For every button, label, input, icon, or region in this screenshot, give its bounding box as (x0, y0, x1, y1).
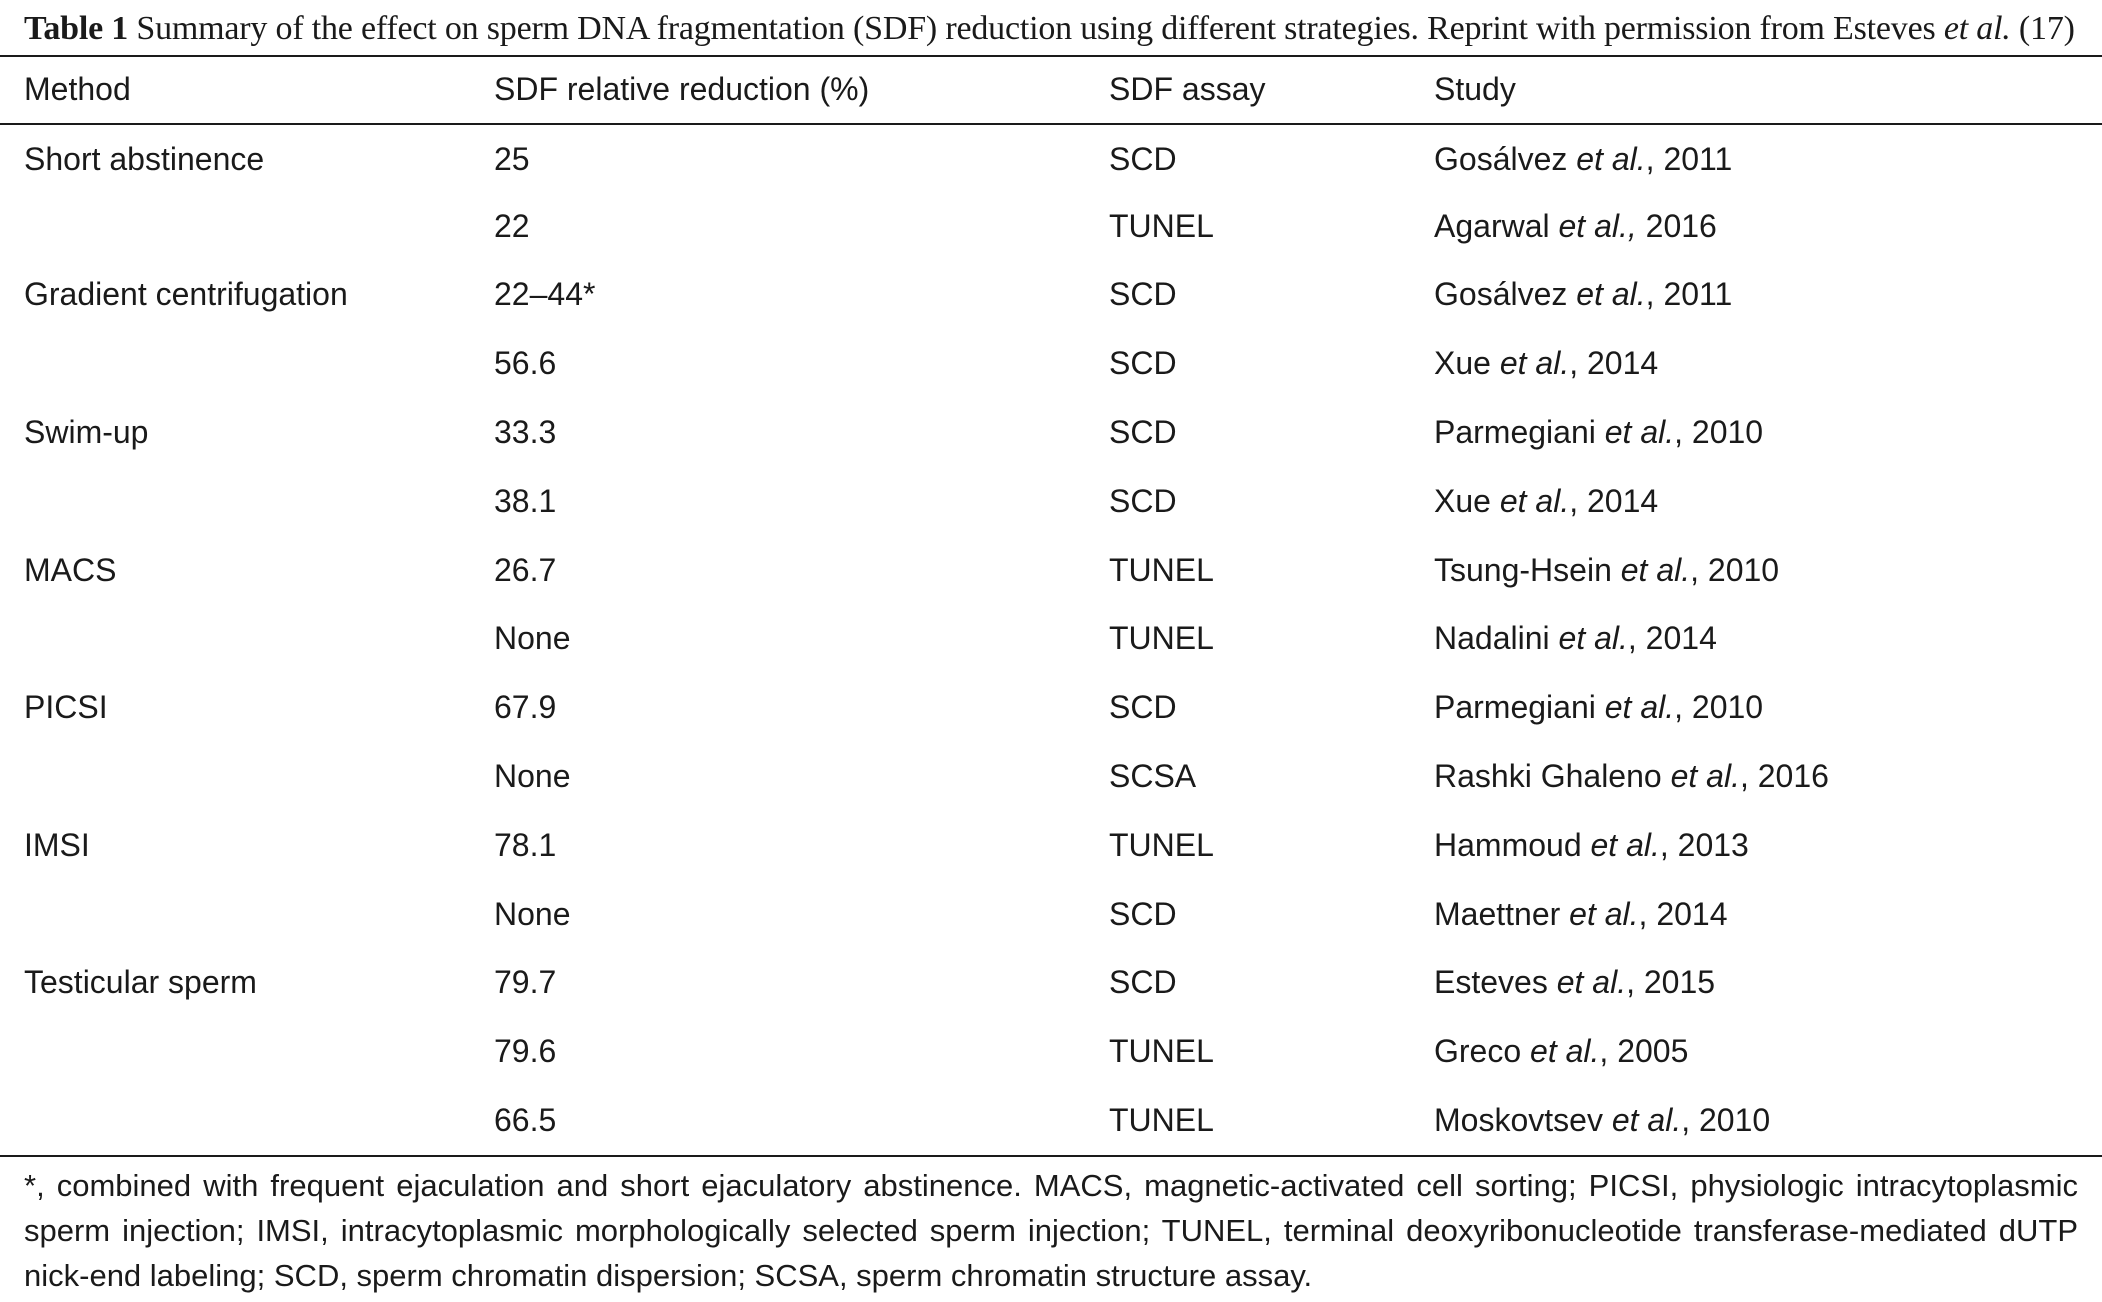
table-row (0, 1017, 2102, 1086)
cell-reduction: 56.6 (494, 345, 557, 382)
cell-study (1434, 192, 2102, 261)
cell-method (0, 467, 494, 536)
cell-assay: TUNEL (1109, 1102, 1214, 1139)
study-author: Nadalini (1434, 620, 1550, 657)
study-year: , 2010 (1674, 414, 1764, 451)
cell-reduction: 25 (494, 140, 530, 177)
study-etal: et al. (1556, 964, 1627, 1001)
study-author: Hammoud (1434, 826, 1582, 863)
cell-reduction: None (494, 620, 571, 657)
study-year: , 2014 (1638, 895, 1728, 932)
table-row (0, 536, 2102, 605)
study-etal: et al. (1499, 482, 1570, 519)
study-year: , 2010 (1674, 689, 1764, 726)
cell-assay: TUNEL (1109, 1033, 1214, 1070)
table-row (0, 880, 2102, 949)
cell-study (1434, 123, 2102, 192)
study-year: , 2014 (1569, 345, 1659, 382)
cell-assay: SCD (1109, 482, 1177, 519)
cell-method: Short abstinence (24, 140, 265, 177)
cell-reduction: 22–44* (494, 276, 596, 313)
cell-reduction: None (494, 758, 571, 795)
cell-method (0, 329, 494, 398)
study-etal: et al. (1569, 895, 1639, 932)
table-row (0, 329, 2102, 398)
table-row (0, 192, 2102, 261)
cell-study (1434, 949, 2102, 1018)
study-author: Parmegiani (1434, 414, 1596, 451)
study-year: , 2013 (1659, 826, 1749, 863)
cell-study (1434, 605, 2102, 674)
cell-method (0, 605, 494, 674)
study-etal: et al. (1604, 689, 1675, 726)
table-footnote: *, combined with frequent ejaculation and short ejaculatory abstinence. MACS, magnetic-activated cell sorting; PICSI, physiologic intracytoplasmic sperm injection; IMSI, intracytoplasmic morphologically selected sperm injection; TUNEL, terminal deoxyribonucleotide transferase-mediated dUTP nick-end labeling; SCD, sperm chromatin dispersion; SCSA, sperm chromatin structure assay. (24, 1168, 2078, 1293)
study-year: , 2015 (1626, 964, 1716, 1001)
cell-assay: SCD (1109, 345, 1177, 382)
study-author: Gosálvez (1434, 276, 1568, 313)
cell-assay: SCD (1109, 414, 1177, 451)
study-year: , 2011 (1645, 276, 1733, 313)
study-etal: et al. (1558, 620, 1628, 657)
table-row (0, 673, 2102, 742)
table-body (0, 123, 2102, 1155)
study-etal: et al. (1530, 1033, 1600, 1070)
cell-study (1434, 811, 2102, 880)
column-header-assay: SDF assay (1109, 70, 1266, 107)
cell-reduction: 38.1 (494, 482, 557, 519)
study-etal: et al. (1590, 826, 1660, 863)
cell-method: Swim-up (24, 414, 149, 451)
study-year: , 2011 (1645, 140, 1733, 177)
study-author: Gosálvez (1434, 140, 1568, 177)
bottom-rule (0, 1155, 2102, 1157)
cell-assay: TUNEL (1109, 207, 1214, 244)
cell-assay: SCD (1109, 689, 1177, 726)
cell-study (1434, 673, 2102, 742)
study-year: 2016 (1636, 207, 1717, 244)
caption-etal: et al. (1943, 10, 2011, 47)
cell-reduction: 26.7 (494, 551, 557, 588)
column-header-method: Method (24, 70, 131, 107)
cell-assay: TUNEL (1109, 620, 1214, 657)
cell-method (0, 192, 494, 261)
study-etal: et al. (1499, 345, 1570, 382)
study-author: Parmegiani (1434, 689, 1596, 726)
cell-method: PICSI (24, 689, 108, 726)
caption-text: Summary of the effect on sperm DNA fragmentation (SDF) reduction using different strategies. Reprint with permission from Esteves (128, 10, 1944, 47)
cell-method (0, 1017, 494, 1086)
cell-study (1434, 261, 2102, 330)
cell-method: Testicular sperm (24, 964, 257, 1001)
table-row (0, 811, 2102, 880)
data-table (0, 57, 2102, 1155)
study-year: , 2005 (1599, 1033, 1689, 1070)
cell-reduction: 79.7 (494, 964, 557, 1001)
study-author: Agarwal (1434, 207, 1550, 244)
study-etal: et al., (1558, 207, 1637, 244)
study-year: , 2016 (1739, 758, 1829, 795)
study-author: Greco (1434, 1033, 1522, 1070)
study-author: Tsung-Hsein (1434, 551, 1612, 588)
study-year: , 2010 (1690, 551, 1780, 588)
table-row (0, 742, 2102, 811)
cell-reduction: 33.3 (494, 414, 557, 451)
column-header-reduction: SDF relative reduction (%) (494, 70, 870, 107)
cell-reduction: 78.1 (494, 826, 557, 863)
study-etal: et al. (1576, 140, 1646, 177)
cell-study (1434, 742, 2102, 811)
cell-study (1434, 536, 2102, 605)
study-year: , 2014 (1627, 620, 1717, 657)
cell-assay: SCD (1109, 964, 1177, 1001)
study-author: Rashki Ghaleno (1434, 758, 1662, 795)
study-author: Xue (1434, 482, 1491, 519)
cell-method: MACS (24, 551, 117, 588)
cell-reduction: 66.5 (494, 1102, 557, 1139)
cell-assay: SCD (1109, 140, 1177, 177)
cell-study (1434, 467, 2102, 536)
table-row (0, 949, 2102, 1018)
header-row (0, 57, 2102, 123)
cell-method: IMSI (24, 826, 90, 863)
cell-study (1434, 398, 2102, 467)
cell-study (1434, 329, 2102, 398)
cell-method (0, 742, 494, 811)
study-etal: et al. (1670, 758, 1740, 795)
cell-study (1434, 1017, 2102, 1086)
study-etal: et al. (1620, 551, 1691, 588)
cell-study (1434, 880, 2102, 949)
study-etal: et al. (1611, 1102, 1682, 1139)
cell-method (0, 880, 494, 949)
column-header-study: Study (1434, 70, 1516, 107)
study-author: Xue (1434, 345, 1491, 382)
cell-assay: TUNEL (1109, 826, 1214, 863)
study-etal: et al. (1576, 276, 1646, 313)
table-row (0, 467, 2102, 536)
cell-assay: TUNEL (1109, 551, 1214, 588)
cell-method: Gradient centrifugation (24, 276, 348, 313)
study-year: , 2010 (1681, 1102, 1771, 1139)
table-header (0, 57, 2102, 123)
table-caption (24, 4, 2084, 54)
study-author: Moskovtsev (1434, 1102, 1603, 1139)
table-row (0, 123, 2102, 192)
table-row (0, 261, 2102, 330)
cell-assay: SCD (1109, 276, 1177, 313)
study-year: , 2014 (1569, 482, 1659, 519)
table-row (0, 398, 2102, 467)
study-author: Maettner (1434, 895, 1561, 932)
cell-method (0, 1086, 494, 1155)
cell-assay: SCSA (1109, 758, 1197, 795)
table-label: Table 1 (24, 10, 129, 47)
cell-assay: SCD (1109, 895, 1177, 932)
table-row (0, 605, 2102, 674)
study-etal: et al. (1604, 414, 1675, 451)
study-author: Esteves (1434, 964, 1548, 1001)
cell-study (1434, 1086, 2102, 1155)
cell-reduction: 67.9 (494, 689, 557, 726)
cell-reduction: 79.6 (494, 1033, 557, 1070)
cell-reduction: None (494, 895, 571, 932)
table-row (0, 1086, 2102, 1155)
cell-reduction: 22 (494, 207, 530, 244)
caption-reference: (17) (2010, 10, 2075, 47)
